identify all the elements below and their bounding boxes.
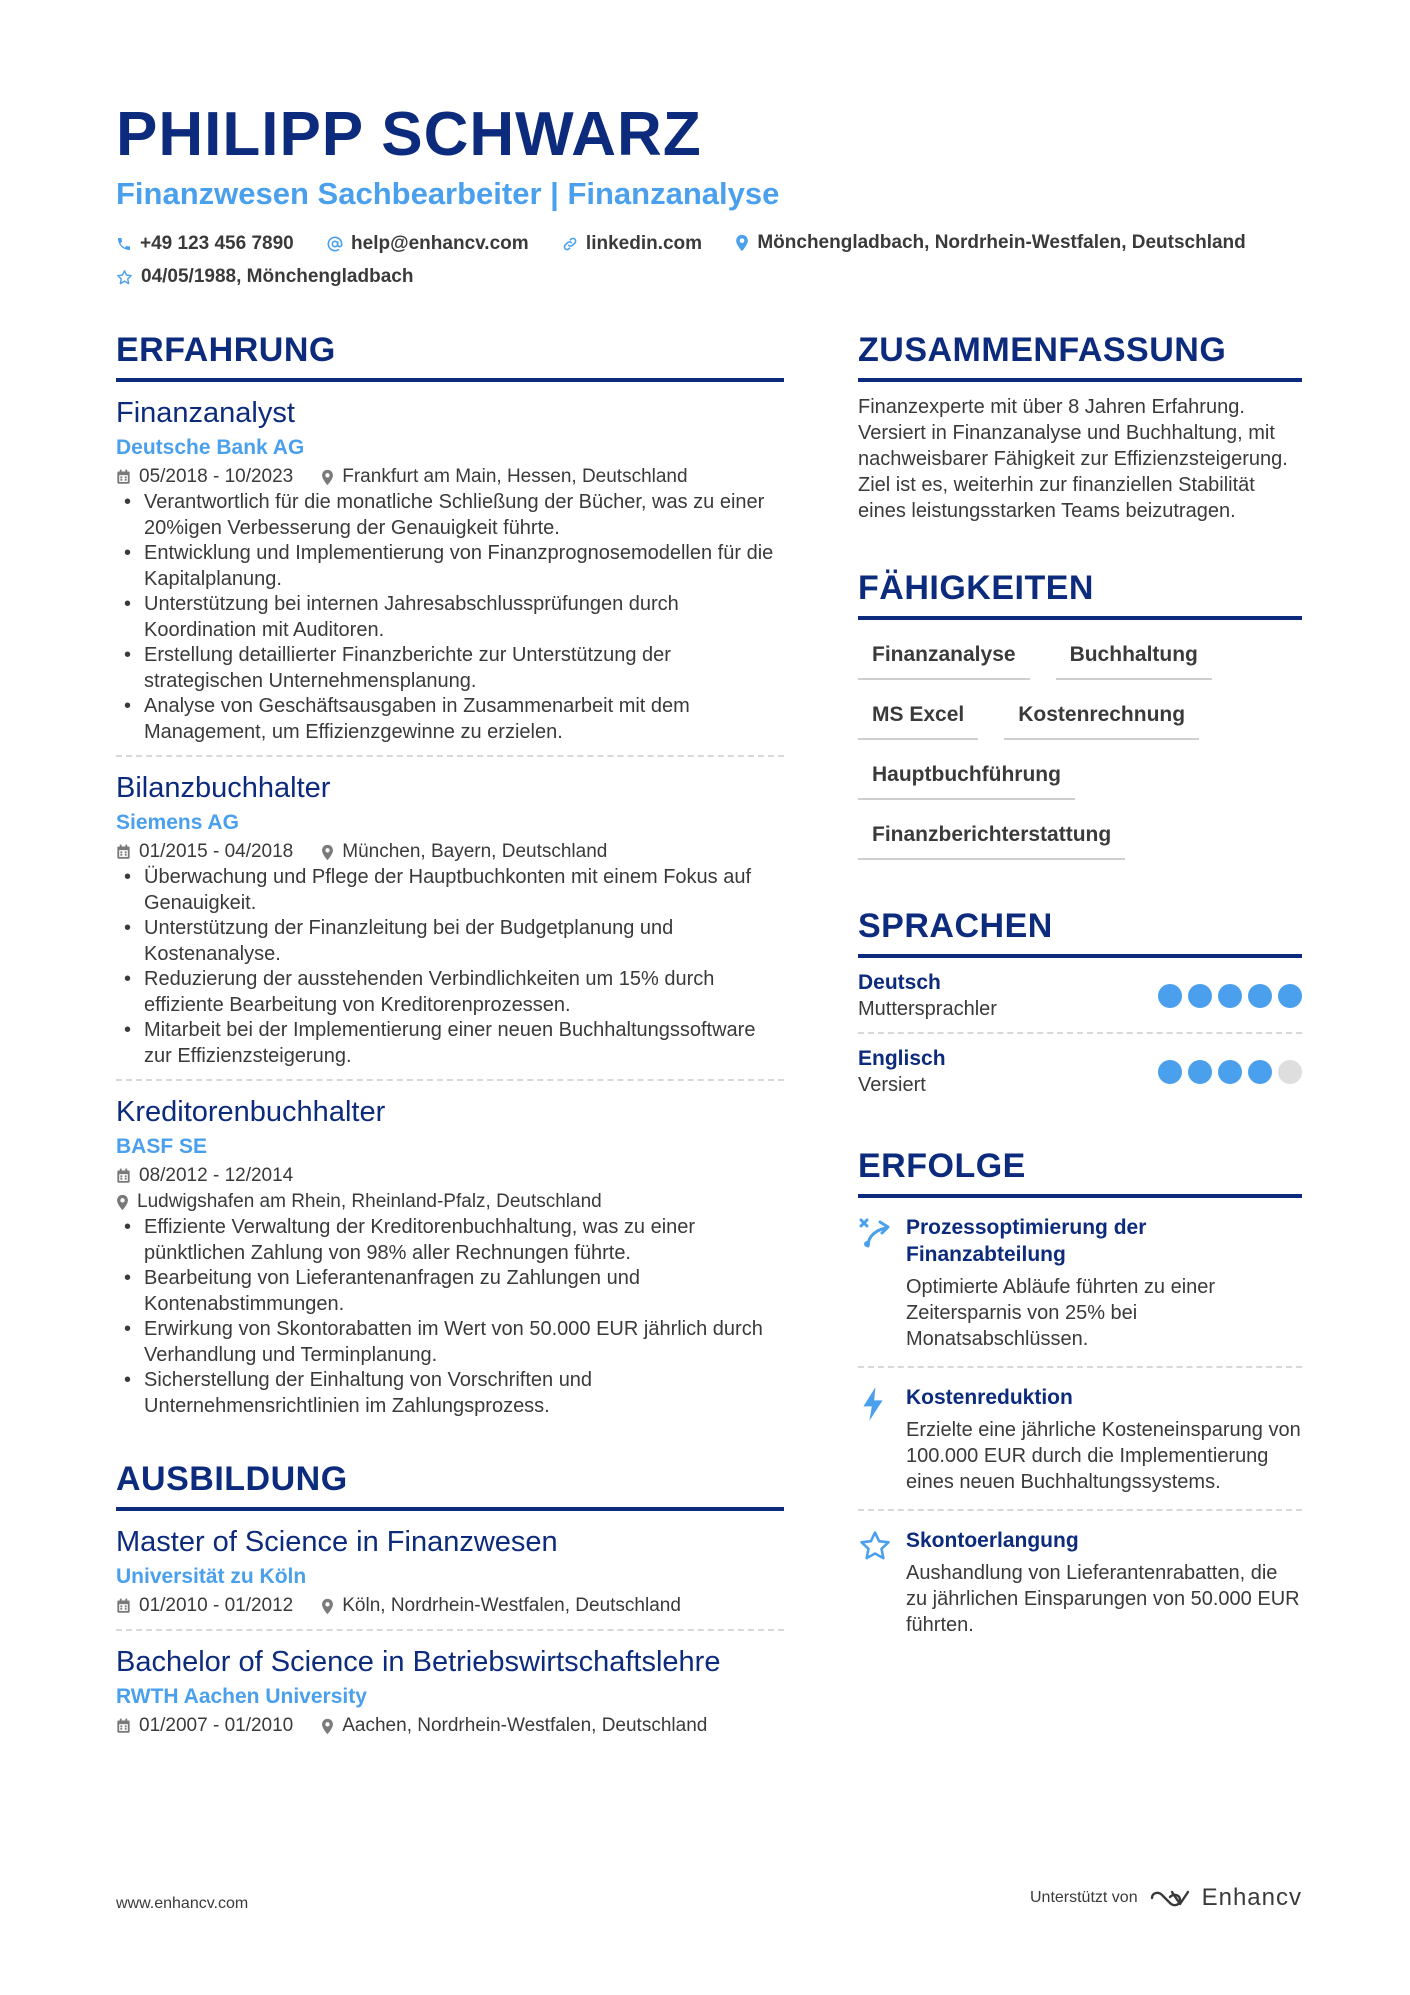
calendar-icon bbox=[116, 844, 131, 860]
footer-website[interactable]: www.enhancv.com bbox=[116, 1895, 249, 1912]
location-text: Aachen, Nordrhein-Westfalen, Deutschland bbox=[342, 1715, 708, 1736]
contact-bar bbox=[116, 228, 1316, 296]
location-text: Ludwigshafen am Rhein, Rheinland-Pfalz, Deutschland bbox=[137, 1191, 602, 1212]
job-title: Kreditorenbuchhalter bbox=[116, 1096, 386, 1128]
calendar-icon bbox=[116, 1598, 131, 1614]
skill-tag: Finanzanalyse bbox=[858, 634, 1030, 680]
contact-email[interactable] bbox=[327, 229, 529, 259]
languages-heading: SPRACHEN bbox=[858, 904, 1302, 958]
bullet-item: • Bearbeitung von Lieferantenanfragen zu Zahlungen und Kontenabstimmungen. bbox=[116, 1266, 784, 1317]
location-text: München, Bayern, Deutschland bbox=[342, 841, 608, 862]
location-pin-icon bbox=[321, 469, 334, 486]
star-outline-icon bbox=[116, 269, 133, 286]
rating-dot-empty bbox=[1278, 1060, 1302, 1084]
strategy-icon bbox=[858, 1216, 892, 1250]
rating-dot-filled bbox=[1218, 984, 1242, 1008]
bullet-item: • Überwachung und Pflege der Hauptbuchkonten mit einem Fokus auf Genauigkeit. bbox=[116, 865, 784, 916]
rating-dot-filled bbox=[1158, 1060, 1182, 1084]
email-text: help@enhancv.com bbox=[351, 233, 529, 254]
achievement-icon-wrap bbox=[858, 1384, 906, 1495]
education-meta bbox=[116, 1593, 784, 1619]
location-pin-icon bbox=[735, 234, 749, 252]
school-name: Universität zu Köln bbox=[116, 1565, 307, 1588]
achievement-item bbox=[858, 1511, 1302, 1652]
phone-icon bbox=[116, 236, 132, 252]
achievement-title: Skontoerlangung bbox=[906, 1529, 1079, 1552]
job-dates bbox=[116, 1163, 756, 1189]
candidate-name: PHILIPP SCHWARZ bbox=[116, 100, 702, 169]
education-location bbox=[321, 1713, 707, 1739]
achievement-icon-wrap bbox=[858, 1214, 906, 1352]
job-meta bbox=[116, 464, 784, 490]
education-dates bbox=[116, 1713, 293, 1739]
language-level: Versiert bbox=[858, 1074, 926, 1096]
footer-branding bbox=[1030, 1884, 1302, 1912]
achievement-icon-wrap bbox=[858, 1527, 906, 1638]
achievement-desc: Aushandlung von Lieferantenrabatten, die zu jährlichen Einsparungen von 50.000 EUR führten. bbox=[906, 1562, 1300, 1636]
location-pin-icon bbox=[321, 1598, 334, 1615]
calendar-icon bbox=[116, 1168, 131, 1184]
job-location bbox=[116, 1189, 756, 1215]
bullet-item: • Mitarbeit bei der Implementierung einer neuen Buchhaltungssoftware zur Effizienzsteigerung. bbox=[116, 1018, 784, 1069]
education-dates bbox=[116, 1593, 293, 1619]
brand-name: Enhancv bbox=[1201, 1884, 1302, 1911]
education-entry bbox=[116, 1631, 784, 1739]
location-pin-icon bbox=[321, 844, 334, 861]
candidate-subtitle: Finanzwesen Sachbearbeiter | Finanzanalyse bbox=[116, 176, 780, 211]
experience-entry bbox=[116, 382, 784, 757]
company-name: BASF SE bbox=[116, 1135, 208, 1158]
bullet-item: • Analyse von Geschäftsausgaben in Zusammenarbeit mit dem Management, um Effizienzgewinne zu erzielen. bbox=[116, 694, 784, 745]
lightning-icon bbox=[858, 1386, 888, 1422]
contact-location bbox=[735, 228, 1245, 258]
achievement-item bbox=[858, 1198, 1302, 1368]
job-title: Finanzanalyst bbox=[116, 397, 295, 429]
summary-heading: ZUSAMMENFASSUNG bbox=[858, 328, 1302, 382]
rating-dot-filled bbox=[1218, 1060, 1242, 1084]
language-name: Deutsch bbox=[858, 971, 941, 994]
job-bullets bbox=[116, 490, 784, 745]
location-pin-icon bbox=[116, 1194, 129, 1211]
achievement-title: Kostenreduktion bbox=[906, 1386, 1073, 1409]
education-entry bbox=[116, 1511, 784, 1631]
job-bullets bbox=[116, 1215, 784, 1419]
calendar-icon bbox=[116, 1718, 131, 1734]
bullet-item: • Erstellung detaillierter Finanzberichte zur Unterstützung der strategischen Unternehmensplanung. bbox=[116, 643, 784, 694]
dates-text: 01/2010 - 01/2012 bbox=[139, 1595, 294, 1616]
job-location bbox=[321, 464, 687, 490]
degree-title: Bachelor of Science in Betriebswirtschaftslehre bbox=[116, 1646, 721, 1678]
bullet-item: • Reduzierung der ausstehenden Verbindlichkeiten um 15% durch effiziente Bearbeitung von Kreditorenprozessen. bbox=[116, 967, 784, 1018]
location-text: Frankfurt am Main, Hessen, Deutschland bbox=[342, 466, 688, 487]
job-meta bbox=[116, 839, 784, 865]
skills-heading: FÄHIGKEITEN bbox=[858, 566, 1302, 620]
rating-dot-filled bbox=[1188, 1060, 1212, 1084]
birth-text: 04/05/1988, Mönchengladbach bbox=[141, 266, 414, 287]
enhancv-logo-icon bbox=[1148, 1886, 1194, 1910]
bullet-item: • Erwirkung von Skontorabatten im Wert von 50.000 EUR jährlich durch Verhandlung und Terminplanung. bbox=[116, 1317, 784, 1368]
experience-entry bbox=[116, 1081, 784, 1419]
summary-text: Finanzexperte mit über 8 Jahren Erfahrung. Versiert in Finanzanalyse und Buchhaltung, mit nachweisbarer Fähigkeit zur Effizienzsteigerung. Ziel ist es, weiterhin zur finanziellen Stabilität eines leistungsstarken Teams beizutragen. bbox=[858, 396, 1288, 522]
bullet-item: • Effiziente Verwaltung der Kreditorenbuchhaltung, was zu einer pünktlichen Zahlung von 98% aller Rechnungen führte. bbox=[116, 1215, 784, 1266]
experience-heading: ERFAHRUNG bbox=[116, 328, 784, 382]
skills-list bbox=[858, 620, 1302, 874]
contact-phone[interactable] bbox=[116, 229, 294, 259]
language-level: Muttersprachler bbox=[858, 998, 997, 1020]
achievement-desc: Optimierte Abläufe führten zu einer Zeitersparnis von 25% bei Monatsabschlüssen. bbox=[906, 1276, 1216, 1350]
right-column bbox=[858, 328, 1302, 1652]
language-row bbox=[858, 958, 1302, 1034]
bullet-item: • Verantwortlich für die monatliche Schließung der Bücher, was zu einer 20%igen Verbesserung der Genauigkeit führte. bbox=[116, 490, 784, 541]
company-name: Siemens AG bbox=[116, 811, 239, 834]
bullet-item: • Unterstützung bei internen Jahresabschlussprüfungen durch Koordination mit Auditoren. bbox=[116, 592, 784, 643]
powered-by-text: Unterstützt von bbox=[1029, 1889, 1138, 1906]
education-meta bbox=[116, 1713, 784, 1739]
skill-tag: MS Excel bbox=[858, 694, 978, 740]
calendar-icon bbox=[116, 469, 131, 485]
star-icon bbox=[858, 1529, 892, 1563]
skill-tag: Buchhaltung bbox=[1056, 634, 1212, 680]
language-rating bbox=[1152, 984, 1302, 1008]
company-name: Deutsche Bank AG bbox=[116, 436, 305, 459]
degree-title: Master of Science in Finanzwesen bbox=[116, 1526, 558, 1558]
at-icon bbox=[327, 236, 343, 252]
language-name: Englisch bbox=[858, 1047, 946, 1070]
achievement-body bbox=[906, 1527, 1302, 1638]
achievement-body bbox=[906, 1214, 1302, 1352]
achievements-heading: ERFOLGE bbox=[858, 1144, 1302, 1198]
skill-tag: Hauptbuchführung bbox=[858, 754, 1075, 800]
left-column bbox=[116, 328, 784, 1739]
bullet-item: • Entwicklung und Implementierung von Finanzprognosemodellen für die Kapitalplanung. bbox=[116, 541, 784, 592]
language-row bbox=[858, 1034, 1302, 1108]
rating-dot-filled bbox=[1158, 984, 1182, 1008]
job-bullets bbox=[116, 865, 784, 1069]
link-icon bbox=[562, 236, 578, 252]
rating-dot-filled bbox=[1278, 984, 1302, 1008]
achievement-title: Prozessoptimierung der Finanzabteilung bbox=[906, 1216, 1147, 1266]
achievement-item bbox=[858, 1368, 1302, 1511]
linkedin-text: linkedin.com bbox=[585, 233, 703, 254]
bullet-item: • Unterstützung der Finanzleitung bei der Budgetplanung und Kostenanalyse. bbox=[116, 916, 784, 967]
education-location bbox=[321, 1593, 681, 1619]
skill-tag: Kostenrechnung bbox=[1004, 694, 1199, 740]
job-title: Bilanzbuchhalter bbox=[116, 772, 331, 804]
phone-text: +49 123 456 7890 bbox=[140, 233, 294, 254]
education-heading: AUSBILDUNG bbox=[116, 1457, 784, 1511]
contact-birth bbox=[116, 262, 413, 292]
rating-dot-filled bbox=[1248, 1060, 1272, 1084]
contact-linkedin[interactable] bbox=[562, 229, 702, 259]
skill-tag: Finanzberichterstattung bbox=[858, 814, 1125, 860]
job-dates bbox=[116, 464, 293, 490]
achievement-desc: Erzielte eine jährliche Kosteneinsparung von 100.000 EUR durch die Implementierung eines neuen Buchhaltungssystems. bbox=[906, 1419, 1301, 1493]
language-info bbox=[858, 1046, 946, 1098]
location-text: Köln, Nordrhein-Westfalen, Deutschland bbox=[342, 1595, 681, 1616]
language-rating bbox=[1152, 1060, 1302, 1084]
dates-text: 08/2012 - 12/2014 bbox=[139, 1165, 294, 1186]
school-name: RWTH Aachen University bbox=[116, 1685, 367, 1708]
job-meta bbox=[116, 1163, 784, 1215]
experience-entry bbox=[116, 757, 784, 1081]
job-location bbox=[321, 839, 607, 865]
achievement-body bbox=[906, 1384, 1302, 1495]
language-info bbox=[858, 970, 997, 1022]
dates-text: 01/2007 - 01/2010 bbox=[139, 1715, 294, 1736]
location-pin-icon bbox=[321, 1718, 334, 1735]
bullet-item: • Sicherstellung der Einhaltung von Vorschriften und Unternehmensrichtlinien im Zahlungsprozess. bbox=[116, 1368, 784, 1419]
location-text: Mönchengladbach, Nordrhein-Westfalen, Deutschland bbox=[757, 232, 1246, 253]
rating-dot-filled bbox=[1188, 984, 1212, 1008]
dates-text: 01/2015 - 04/2018 bbox=[139, 841, 294, 862]
dates-text: 05/2018 - 10/2023 bbox=[139, 466, 294, 487]
job-dates bbox=[116, 839, 293, 865]
rating-dot-filled bbox=[1248, 984, 1272, 1008]
